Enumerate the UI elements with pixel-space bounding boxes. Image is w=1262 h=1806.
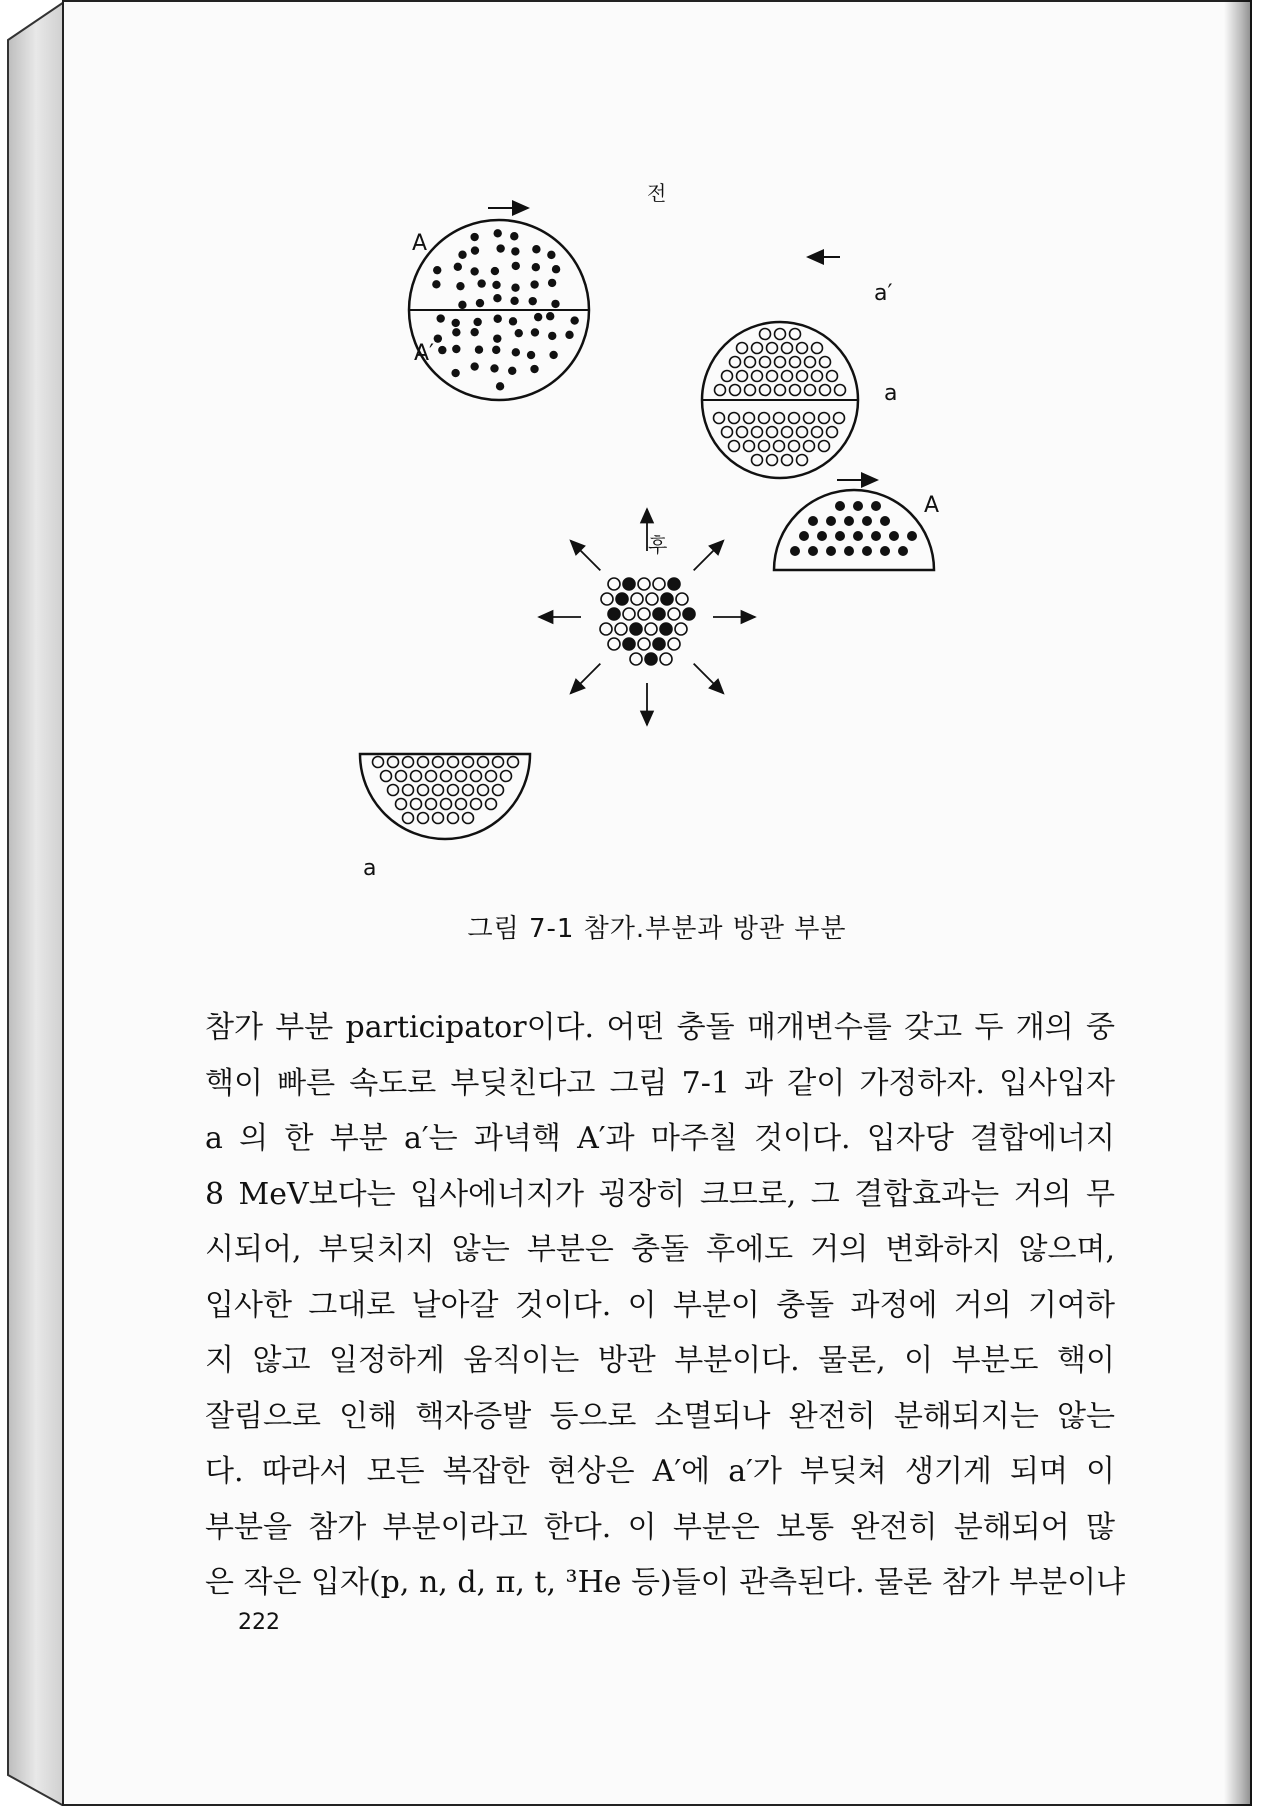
nucleon-dot (660, 623, 672, 635)
radial-arrow (694, 664, 724, 694)
body-line: 핵이 빠른 속도로 부딪친다고 그림 7-1 과 같이 가정하자. 입사입자 (205, 1065, 1115, 1101)
nucleon-dot (862, 546, 872, 556)
body-line: 은 작은 입자(p, n, d, π, t, ³He 등)들이 관측된다. 물론 참가 부분이냐 (205, 1565, 1126, 1600)
nucleon-dot (808, 516, 818, 526)
label-fragment-A: A (924, 493, 940, 518)
nucleon-dot (570, 316, 578, 324)
nucleon-dot (432, 280, 440, 288)
nucleon-dot (898, 546, 908, 556)
nucleon-dot (835, 531, 845, 541)
figure-caption: 그림 7-1 참가.부분과 방관 부분 (467, 914, 847, 944)
nucleon-dot (508, 367, 516, 375)
nucleon-dot (675, 623, 687, 635)
nucleon-dot (907, 531, 917, 541)
nucleon-dot (645, 653, 657, 665)
nucleon-dot (527, 351, 535, 359)
nucleon-dot (844, 516, 854, 526)
nucleon-dot (631, 593, 643, 605)
nucleon-dot (790, 546, 800, 556)
nucleon-dot (532, 245, 540, 253)
nucleon-dot (532, 263, 540, 271)
nucleon-dot (530, 280, 538, 288)
nucleon-dot (511, 284, 519, 292)
label-nucleus-A: A (412, 231, 428, 256)
body-text (205, 1000, 1126, 1611)
nucleon-dot (493, 334, 501, 342)
nucleon-dot (496, 244, 504, 252)
nucleon-dot (683, 608, 695, 620)
radial-arrow (694, 541, 724, 571)
nucleon-dot (880, 546, 890, 556)
body-line: 잘림으로 인해 핵자증발 등으로 소멸되나 완전히 분해되지는 않는 (205, 1398, 1115, 1434)
nucleon-dot (668, 578, 680, 590)
body-line: 다. 따라서 모든 복잡한 현상은 A′에 a′가 부딪쳐 생기게 되며 이 (205, 1454, 1115, 1489)
nucleon-dot (531, 328, 539, 336)
nucleon-dot (638, 638, 650, 650)
nucleon-dot (458, 301, 466, 309)
nucleon-dot (511, 247, 519, 255)
nucleon-dot (509, 317, 517, 325)
nucleus-a (702, 322, 858, 478)
nucleon-dot (608, 578, 620, 590)
body-line: 부분을 참가 부분이라고 한다. 이 부분은 보통 완전히 분해되어 많 (205, 1509, 1115, 1545)
nucleon-dot (433, 266, 441, 274)
nucleon-dot (493, 294, 501, 302)
nucleon-dot (451, 369, 459, 377)
nucleon-dot (494, 229, 502, 237)
label-nucleus-a: a (884, 381, 898, 406)
nucleon-dot (623, 638, 635, 650)
nucleon-dot (496, 382, 504, 390)
nucleon-dot (880, 516, 890, 526)
radial-arrow (571, 541, 601, 571)
nucleon-dot (549, 351, 557, 359)
nucleon-dot (660, 653, 672, 665)
nucleon-dot (645, 623, 657, 635)
nucleon-dot (600, 623, 612, 635)
nucleon-dot (817, 531, 827, 541)
nucleon-dot (548, 332, 556, 340)
nucleon-dot (473, 318, 481, 326)
nucleon-dot (510, 297, 518, 305)
nucleon-dot (668, 608, 680, 620)
nucleon-dot (835, 501, 845, 511)
nucleon-dot (826, 546, 836, 556)
body-line: a 의 한 부분 a′는 과녁핵 A′과 마주칠 것이다. 입자당 결합에너지 (205, 1121, 1115, 1156)
nucleon-dot (551, 300, 559, 308)
page-number: 222 (238, 1610, 280, 1635)
nucleon-dot (608, 638, 620, 650)
nucleon-dot (436, 314, 444, 322)
body-line: 8 MeV보다는 입사에너지가 굉장히 크므로, 그 결합효과는 거의 무 (205, 1176, 1115, 1212)
nucleon-dot (438, 346, 446, 354)
nucleon-dot (476, 299, 484, 307)
nucleon-dot (547, 251, 555, 259)
nucleon-dot (470, 267, 478, 275)
nucleon-dot (638, 608, 650, 620)
nucleon-dot (470, 328, 478, 336)
nucleon-dot (515, 329, 523, 337)
nucleon-dot (529, 297, 537, 305)
nucleon-dot (653, 638, 665, 650)
nucleon-dot (452, 319, 460, 327)
label-before: 전 (647, 181, 667, 205)
nucleon-dot (630, 623, 642, 635)
nucleon-dot (470, 233, 478, 241)
body-line: 지 않고 일정하게 움직이는 방관 부분이다. 물론, 이 부분도 핵이 (205, 1343, 1115, 1378)
nucleon-dot (844, 546, 854, 556)
nucleon-dot (477, 279, 485, 287)
book-spine-edge (0, 0, 70, 1806)
spectator-fragment-a (360, 754, 530, 839)
nucleon-dot (471, 246, 479, 254)
nucleon-dot (808, 546, 818, 556)
nucleon-dot (871, 501, 881, 511)
nucleon-dot (546, 312, 554, 320)
nucleon-dot (623, 608, 635, 620)
figure-7-1 (62, 160, 1252, 880)
nucleon-dot (862, 516, 872, 526)
nucleon-dot (826, 516, 836, 526)
nucleon-dot (615, 623, 627, 635)
nucleon-dot (493, 315, 501, 323)
nucleon-dot (853, 531, 863, 541)
nucleon-dot (853, 501, 863, 511)
body-line: 참가 부분 participator이다. 어떤 충돌 매개변수를 갖고 두 개의 중 (205, 1010, 1115, 1045)
nucleon-dot (534, 313, 542, 321)
nucleon-dot (475, 345, 483, 353)
participant-fireball (600, 578, 695, 665)
nucleon-dot (434, 334, 442, 342)
nucleon-dot (799, 531, 809, 541)
nucleon-dot (530, 365, 538, 373)
nucleon-dot (470, 362, 478, 370)
nucleon-dot (630, 653, 642, 665)
nucleon-dot (661, 593, 673, 605)
nucleon-dot (512, 262, 520, 270)
spectator-fragment-A (774, 490, 934, 570)
nucleon-dot (510, 232, 518, 240)
nucleon-dot (458, 251, 466, 259)
nucleon-dot (871, 531, 881, 541)
label-fragment-a: a (363, 856, 377, 880)
nucleon-dot (676, 593, 688, 605)
nucleon-dot (452, 345, 460, 353)
nucleon-dot (491, 267, 499, 275)
nucleon-dot (601, 593, 613, 605)
label-after: 후 (648, 533, 668, 557)
nucleon-dot (646, 593, 658, 605)
nucleon-dot (608, 608, 620, 620)
nucleon-dot (638, 578, 650, 590)
label-nucleus-A-prime: A′ (414, 341, 435, 366)
nucleon-dot (548, 279, 556, 287)
body-line: 시되어, 부딪치지 않는 부분은 충돌 후에도 거의 변화하지 않으며, (205, 1232, 1115, 1267)
nucleon-dot (490, 364, 498, 372)
nucleus-A (409, 220, 589, 400)
nucleon-dot (452, 328, 460, 336)
label-nucleus-a-prime: a′ (874, 281, 893, 306)
radial-arrow (571, 664, 601, 694)
nucleon-dot (456, 282, 464, 290)
body-line: 입사한 그대로 날아갈 것이다. 이 부분이 충돌 과정에 거의 기여하 (205, 1287, 1115, 1323)
nucleon-dot (653, 578, 665, 590)
nucleon-dot (492, 281, 500, 289)
nucleon-dot (616, 593, 628, 605)
nucleon-dot (492, 346, 500, 354)
nucleon-dot (565, 331, 573, 339)
nucleon-dot (512, 348, 520, 356)
nucleon-dot (552, 265, 560, 273)
nucleon-dot (623, 578, 635, 590)
nucleon-dot (653, 608, 665, 620)
nucleon-dot (889, 531, 899, 541)
nucleon-dot (454, 263, 462, 271)
nucleon-dot (668, 638, 680, 650)
